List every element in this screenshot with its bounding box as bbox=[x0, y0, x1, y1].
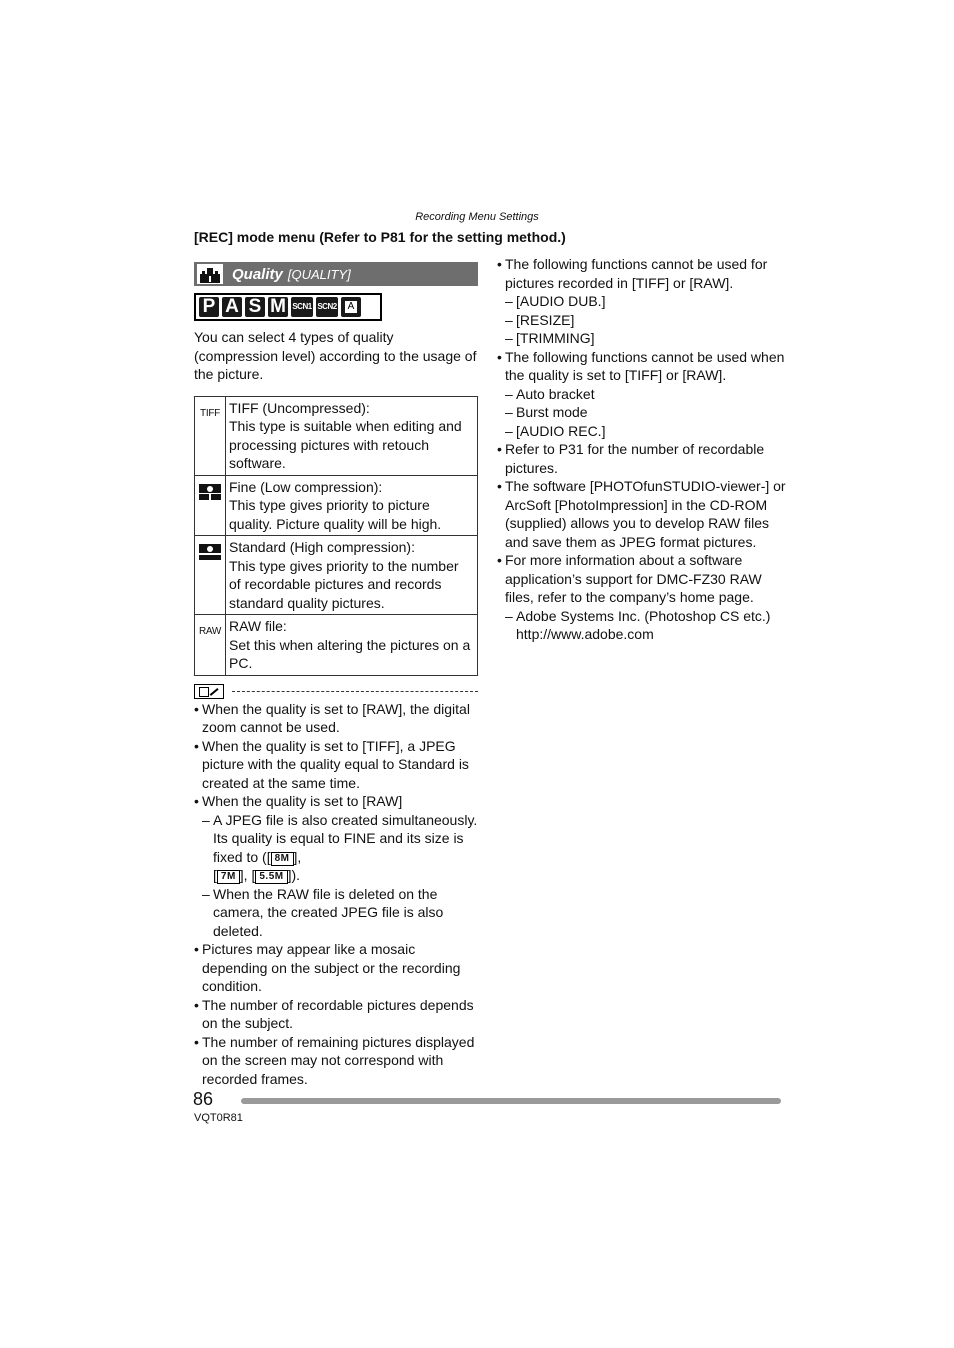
size-7m-icon: 7M bbox=[217, 870, 240, 884]
row-title: Fine (Low compression): bbox=[229, 478, 383, 495]
sub-list-item: – Burst mode bbox=[505, 403, 787, 422]
running-head: Recording Menu Settings bbox=[415, 211, 539, 223]
quality-menu-icon bbox=[197, 264, 223, 284]
list-item: • Pictures may appear like a mosaic depending on the subject or the recording condition. bbox=[194, 940, 478, 996]
list-item bbox=[194, 792, 478, 940]
table-row bbox=[195, 475, 478, 536]
sub-list bbox=[505, 292, 787, 348]
sub-list-item: – When the RAW file is deleted on the camera, the created JPEG file is also deleted. bbox=[202, 885, 478, 941]
row-desc: This type is suitable when editing and processing pictures with retouch software. bbox=[229, 418, 462, 471]
list-item: • The following functions cannot be used for pictures recorded in [TIFF] or [RAW]. – [AUDIO DUB.] – [RESIZE] – [TRIMMING] bbox=[497, 255, 787, 348]
list-item-text: When the quality is set to [RAW] bbox=[202, 793, 403, 809]
right-column bbox=[497, 255, 787, 644]
list-item: • When the quality is set to [RAW], the digital zoom cannot be used. bbox=[194, 700, 478, 737]
table-row bbox=[195, 615, 478, 676]
list-item: • When the quality is set to [TIFF], a JPEG picture with the quality equal to Standard is created at the same time. bbox=[194, 737, 478, 793]
standard-quality-icon bbox=[199, 544, 221, 560]
notes-list-right bbox=[497, 255, 787, 644]
row-title: RAW file: bbox=[229, 618, 287, 634]
sub-list-item: – [AUDIO REC.] bbox=[505, 422, 787, 441]
left-column bbox=[194, 262, 478, 1088]
quality-title: Quality bbox=[232, 265, 283, 283]
list-item: • The number of remaining pictures displayed on the screen may not correspond with recorded frames. bbox=[194, 1033, 478, 1089]
table-cell bbox=[226, 615, 478, 676]
mode-s-icon: S bbox=[245, 297, 265, 317]
dashed-divider bbox=[232, 691, 478, 692]
note-divider bbox=[194, 684, 478, 700]
raw-icon: RAW bbox=[195, 615, 226, 676]
mode-p-icon: P bbox=[199, 297, 219, 317]
tiff-icon: TIFF bbox=[195, 396, 226, 475]
sub-list bbox=[505, 385, 787, 441]
intro-text: You can select 4 types of quality (compression level) according to the usage of the picture. bbox=[194, 329, 477, 382]
list-item: • The software [PHOTOfunSTUDIO-viewer-] or ArcSoft [PhotoImpression] in the CD-ROM (supplied) allows you to develop RAW files and save them as JPEG format pictures. bbox=[497, 477, 787, 551]
fine-quality-icon bbox=[199, 484, 221, 500]
note-icon bbox=[194, 684, 224, 699]
page-number: 86 bbox=[193, 1089, 214, 1109]
row-title: Standard (High compression): bbox=[229, 539, 415, 555]
document-code: VQT0R81 bbox=[194, 1112, 243, 1124]
size-8m-icon: 8M bbox=[271, 852, 294, 866]
table-cell bbox=[226, 536, 478, 615]
scene2-icon: SCN2 bbox=[316, 297, 338, 317]
row-desc: Set this when altering the pictures on a PC. bbox=[229, 636, 471, 671]
list-item: • For more information about a software application’s support for DMC-FZ30 RAW files, refer to the company’s home page. – Adobe Systems Inc. (Photoshop CS etc.) http://www.adobe.com bbox=[497, 551, 787, 644]
sub-list-item: – Adobe Systems Inc. (Photoshop CS etc.) http://www.adobe.com bbox=[505, 607, 787, 644]
list-item: • The following functions cannot be used when the quality is set to [TIFF] or [RAW]. – Auto bracket – Burst mode – [AUDIO REC.] bbox=[497, 348, 787, 441]
quality-subtitle: [QUALITY] bbox=[287, 266, 351, 282]
section-heading: [REC] mode menu (Refer to P81 for the setting method.) bbox=[194, 229, 566, 245]
auto-mode-icon: A bbox=[341, 297, 361, 317]
table-cell bbox=[226, 475, 478, 536]
sub-list bbox=[202, 811, 478, 941]
notes-list bbox=[194, 700, 478, 1089]
table-cell bbox=[226, 396, 478, 475]
mode-a-icon: A bbox=[222, 297, 242, 317]
sub-list-item: – [TRIMMING] bbox=[505, 329, 787, 348]
sub-list-item: – [AUDIO DUB.] bbox=[505, 292, 787, 311]
size-5-5m-icon: 5.5M bbox=[255, 870, 287, 884]
mode-m-icon: M bbox=[268, 297, 288, 317]
table-row bbox=[195, 396, 478, 475]
sub-list-item: – A JPEG file is also created simultaneously. Its quality is equal to FINE and its size is fixed to ([ 8M ], [ 7M ], [ 5.5M ]). bbox=[202, 811, 478, 885]
list-item: • Refer to P31 for the number of recordable pictures. bbox=[497, 440, 787, 477]
scene1-icon: SCN1 bbox=[291, 297, 313, 317]
row-title: TIFF (Uncompressed): bbox=[229, 399, 370, 416]
quality-table bbox=[194, 396, 478, 676]
quality-section-bar bbox=[194, 262, 478, 286]
row-desc: This type gives priority to the number of recordable pictures and records standard quality pictures. bbox=[229, 557, 459, 611]
sub-list-item: – [RESIZE] bbox=[505, 311, 787, 330]
footer-rule bbox=[241, 1098, 781, 1104]
sub-list bbox=[505, 607, 787, 644]
list-item: • The number of recordable pictures depends on the subject. bbox=[194, 996, 478, 1033]
sub-list-item: – Auto bracket bbox=[505, 385, 787, 404]
available-modes bbox=[194, 293, 382, 321]
row-desc: This type gives priority to picture quality. Picture quality will be high. bbox=[229, 497, 442, 532]
table-row bbox=[195, 536, 478, 615]
